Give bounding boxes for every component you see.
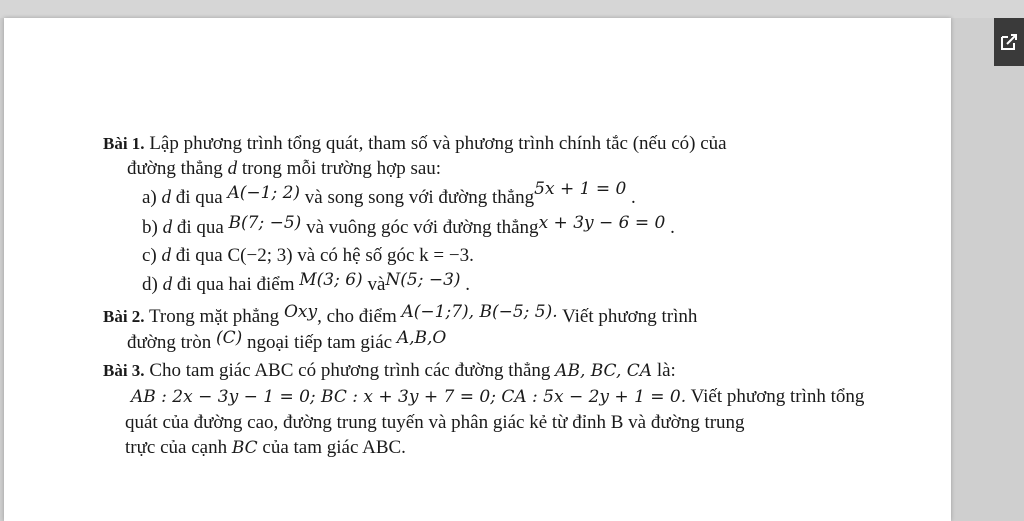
bai3-label: Bài 3.	[103, 361, 145, 380]
bai1-item-d	[103, 272, 863, 298]
bai3-line-2	[103, 384, 863, 410]
bai1-var-d: d	[227, 158, 238, 179]
bai2-line-1	[103, 304, 863, 330]
side-bc: BC	[231, 438, 258, 458]
bai2-text-5: ngoại tiếp tam giác	[246, 332, 393, 353]
line-eq-b: x + 3y − 6 = 0	[538, 213, 666, 233]
point-m: M(3; 6)	[299, 270, 363, 290]
bai2-text-1: Trong mặt phẳng	[148, 306, 280, 327]
external-link-icon	[1000, 33, 1018, 51]
plane-oxy: Oxy	[283, 302, 318, 322]
item-b-text2: và vuông góc với đường thẳng	[306, 217, 539, 238]
bai1-line-1	[103, 131, 863, 156]
item-b-end: .	[670, 217, 675, 238]
bai3-equations: AB : 2x − 3y − 1 = 0; BC : x + 3y + 7 = 0; CA : 5x − 2y + 1 = 0.	[131, 387, 687, 407]
point-b: B(7; −5)	[228, 213, 302, 233]
bai1-text-2a: đường thẳng	[127, 158, 223, 179]
item-b-prefix: b)	[142, 217, 158, 238]
line-eq-a: 5x + 1 = 0	[534, 179, 627, 199]
item-b-d: d	[162, 217, 173, 238]
item-c-text: đi qua C(−2; 3) và có hệ số góc k = −3.	[175, 245, 474, 266]
bai1-label: Bài 1.	[103, 134, 145, 153]
bai1-item-b	[103, 215, 863, 241]
bai1-text-2b: trong mỗi trường hợp sau:	[241, 158, 442, 179]
bai3-line-3	[103, 410, 863, 435]
bai2-text-2: , cho điểm	[317, 306, 397, 327]
exercise-content	[103, 131, 863, 461]
bai1-item-c	[103, 243, 863, 268]
item-d-text: đi qua hai điểm	[176, 274, 295, 295]
item-a-text: đi qua	[175, 187, 223, 208]
item-d-end: .	[465, 274, 471, 295]
bai2-label: Bài 2.	[103, 307, 145, 326]
bai3-text-4: quát của đường cao, đường trung tuyến và phân giác kẻ từ đỉnh B và đường trung	[125, 412, 745, 433]
point-n: N(5; −3)	[385, 270, 461, 290]
item-d-d: d	[162, 274, 173, 295]
circle-c: (C)	[215, 328, 243, 348]
item-a-d: d	[161, 187, 172, 208]
bai1-text-1: Lập phương trình tổng quát, tham số và phương trình chính tắc (nếu có) của	[149, 133, 727, 154]
item-c-prefix: c)	[142, 245, 157, 266]
triangle-abo: A,B,O	[396, 328, 447, 348]
bai2-line-2	[103, 330, 863, 356]
item-d-prefix: d)	[142, 274, 158, 295]
bai3-line-1	[103, 358, 863, 384]
item-d-and: và	[367, 274, 386, 295]
item-a-end: .	[631, 187, 636, 208]
bai3-text-5b: của tam giác ABC.	[262, 437, 406, 458]
open-external-button[interactable]	[994, 18, 1024, 66]
bai3-lines: AB, BC, CA	[555, 361, 653, 381]
bai3-text-3: Viết phương trình tổng	[690, 386, 865, 407]
item-a-prefix: a)	[142, 187, 157, 208]
bai1-item-a	[103, 179, 863, 211]
bai3-line-4	[103, 435, 863, 461]
bai3-text-1: Cho tam giác ABC có phương trình các đường thẳng	[149, 360, 551, 381]
bai2-text-3: Viết phương trình	[562, 306, 698, 327]
bai3-text-2: là:	[656, 360, 676, 381]
point-a: A(−1; 2)	[227, 183, 301, 203]
bai2-text-4: đường tròn	[127, 332, 212, 353]
bai2-points: A(−1;7), B(−5; 5).	[401, 302, 558, 322]
item-b-text: đi qua	[176, 217, 224, 238]
viewer-top-bar	[0, 0, 1024, 18]
item-a-text2: và song song với đường thẳng	[304, 187, 535, 208]
bai3-text-5a: trực của cạnh	[125, 437, 228, 458]
bai1-line-2	[103, 156, 863, 181]
item-c-d: d	[161, 245, 172, 266]
